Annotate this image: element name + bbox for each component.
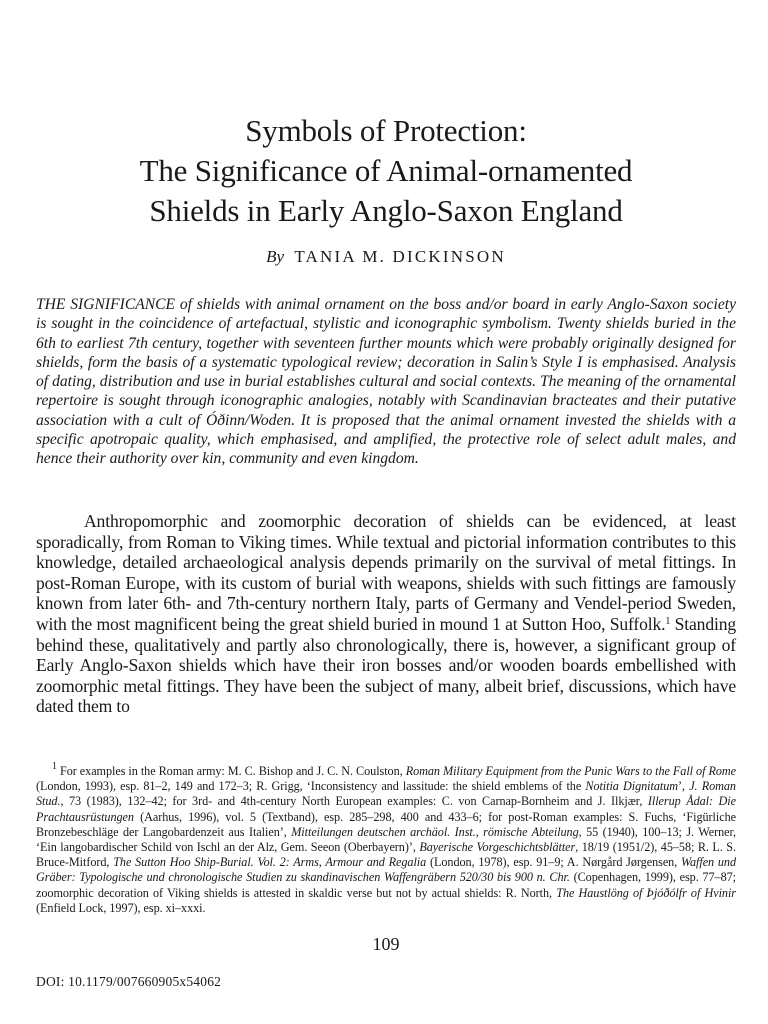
footnote-title: Bayerische Vorgeschichtsblätter (419, 840, 576, 855)
footnote-text: (Aarhus, 1996), vol. 5 (Textband), esp. 285–298, 400 and 433–6; for post-Roman examples: S. Fuchs, ‘Figürliche Bronzebeschläge der Langobardenzeit aus Italien’, (36, 809, 736, 839)
footnote-text: (London, 1978), esp. 91–9; A. Nørgård Jørgensen, (426, 855, 681, 870)
footnote-text: (Copenhagen, 1999), esp. 77–87; zoomorphic decoration of Viking shields is attested in skaldic verse but not by actual shields: R. North, (36, 870, 736, 900)
body-text-part-1: Anthropomorphic and zoomorphic decoration of shields can be evidenced, at least sporadically, from Roman to Viking times. While textual and pictorial information contributes to this knowledge, detailed archaeological analysis depends primarily on the survival of metal fittings. In post-Roman Europe, with its custom of burial with weapons, shields with such fittings are famously known from later 6th- and 7th-century northern Italy, parts of Germany and Vendel-period Sweden, with the most magnificent being the great shield buried in mound 1 at Sutton Hoo, Suffolk. (36, 511, 736, 634)
footnote-text: , 55 (1940), 100–13; J. Werner, ‘Ein langobardischer Schild von Ischl an der Alz, Gem. Seeon (Oberbayern)’, (36, 824, 737, 855)
title-line-2: The Significance of Animal-ornamented (139, 153, 633, 188)
footnote-title: The Sutton Hoo Ship-Burial. Vol. 2: Arms, Armour and Regalia (113, 855, 427, 870)
article-title (36, 111, 736, 231)
body-paragraph (36, 511, 736, 717)
footnote-title: J. Roman Stud. (36, 779, 736, 809)
footnote-text: For examples in the Roman army: M. C. Bishop and J. C. N. Coulston, (56, 764, 406, 778)
footnote-text: , 73 (1983), 132–42; for 3rd- and 4th-century North European examples: C. von Carnap-Bornheim and J. Ilkjær, (60, 794, 648, 809)
page-number: 109 (372, 934, 400, 954)
footnote-title: Illerup Ådal: Die Prachtausrüstungen (36, 794, 736, 824)
body-text-part-2: Standing behind these, qualitatively and partly also chronologically, there is, however, a significant group of Early Anglo-Saxon shields which have their iron bosses and/or wooden boards embellished with zoomorphic metal fittings. They have been the subject of many, albeit brief, discussions, which have dated them to (36, 613, 736, 717)
footnote-1 (36, 761, 737, 916)
footnote-title: Roman Military Equipment from the Punic Wars to the Fall of Rome (405, 764, 737, 778)
abstract: THE SIGNIFICANCE of shields with animal ornament on the boss and/or board in early Anglo-Saxon society is sought in the coincidence of artefactual, stylistic and iconographic symbolism. Twenty shields buried in the 6th to earliest 7th century, together with seventeen further mounts which were probably originally designed for shields, form the basis of a systematic typological review; decoration in Salin’s Style I is emphasised. Analysis of dating, distribution and use in burial establishes cultural and social contexts. The meaning of the ornamental repertoire is sought through iconographic analogies, notably with Scandinavian bracteates and their putative association with a cult of Óðinn/Woden. It is proposed that the animal ornament invested the shields with a specific apotropaic quality, which emphasised, and amplified, the protective role of select adult males, and hence their authority over kin, community and even kingdom. (36, 296, 736, 468)
byline-by: By (266, 247, 285, 266)
journal-page (36, 0, 736, 1024)
footnote-text: (London, 1993), esp. 81–2, 149 and 172–3; R. Grigg, ‘Inconsistency and lassitude: the shield emblems of the (36, 779, 586, 794)
footnote-title: Notitia Dignitatum (585, 779, 679, 794)
footnote-text: ’, (678, 779, 690, 794)
footnote-title: The Haustlöng of Þjóðólfr of Hvinir (556, 885, 736, 900)
doi[interactable]: DOI: 10.1179/007660905x54062 (36, 974, 222, 989)
title-line-3: Shields in Early Anglo-Saxon England (149, 193, 623, 228)
footnote-text: (Enfield Lock, 1997), esp. xi–xxxi. (36, 900, 206, 915)
footnote-text: , 18/19 (1951/2), 45–58; R. L. S. Bruce-Mitford, (36, 840, 736, 870)
byline (36, 246, 736, 268)
footnote-number: 1 (52, 761, 57, 772)
title-line-1: Symbols of Protection: (245, 113, 527, 148)
footnote-title: Mitteilungen deutschen archäol. Inst., römische Abteilung (291, 824, 579, 839)
footnote-title: Waffen und Gräber: Typologische und chronologische Studien zu skandinavischen Waffengräbern 520/30 bis 900 n. Chr. (36, 855, 737, 885)
footnote-reference[interactable]: 1 (665, 615, 671, 627)
author-name: TANIA M. DICKINSON (294, 247, 506, 266)
